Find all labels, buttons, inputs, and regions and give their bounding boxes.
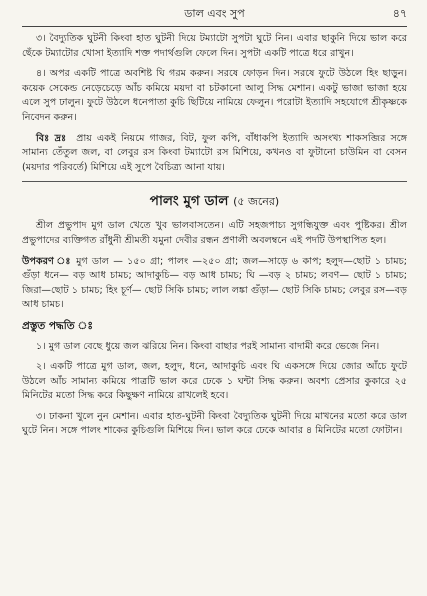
- note-paragraph: [22, 132, 407, 176]
- ingredients-paragraph: [22, 255, 407, 313]
- note-label: বিঃ দ্রঃ: [36, 132, 67, 144]
- ingredients-text: মুগ ডাল — ১৫০ গ্রা; পালং —২৫০ গ্রা; জল—সাড়ে ৬ কাপ; হলুদ—ছোট ১ চামচ; গুঁড়া ধনে— বড় আধ চামচ; আদাকুচি— বড় আধ চামচ; ঘি —বড় ২ চামচ; লবণ— ছোট ১ চামচ; জিরা—ছোট ১ চামচ; হিং চূর্ণ— ছোট সিকি চামচ; লাল লঙ্কা গুঁড়া— ছোট সিকি চামচ; লেবুর রস—বড় আধ চামচ।: [22, 255, 407, 311]
- note-text: প্রায় একই নিয়মে গাজর, বিট, ফুল কপি, বাঁধাকপি ইত্যাদি অসংখ্য শাকসব্জির সঙ্গে সামান্য তেঁতুল জল, বা লেবুর রস কিংবা টম্যাটো রস মিশিয়ে, কখনও বা ফুটানো চাউমিন বা বেসন (ময়দার পরিবর্তে) মিশিয়ে এই সুপে বৈচিত্র্য আনা যায়।: [22, 132, 408, 173]
- section-divider: [22, 181, 407, 182]
- recipe-intro: শ্রীল প্রভুপাদ মুগ ডাল খেতে খুব ভালবাসতেন। এটি সহজপাচ্য সুগন্ধিযুক্ত এবং পুষ্টিকর। শ্রীল প্রভুপাদের ব্যক্তিগত রাঁধুনী শ্রীমতী যমুনা দেবীর রন্ধন প্রণালী অবলম্বনে এই পদটি উপস্থাপিত হল।: [22, 220, 407, 246]
- step-paragraph: ৩। বৈদ্যুতিক ঘুটনী কিংবা হাত ঘুটনী দিয়ে টম্যাটো সুপটা ঘুটে নিন। এবার ছাকুনি দিয়ে ভাল করে ছেঁকে টম্যাটোর খোসা ইত্যাদি শক্ত পদার্থগুলি ফেলে দিন। সুপটা একটি পাত্রে ধরে রাখুন।: [22, 33, 407, 59]
- recipe-serves: (৫ জনের): [233, 195, 280, 209]
- method-step: ৩। ঢাকনা খুলে নুন মেশান। এবার হাত-ঘুটনী কিংবা বৈদ্যুতিক ঘুটনী দিয়ে মাখনের মতো করে ডাল ঘুটে নিন। সঙ্গে পালং শাকের কুচিগুলি মিশিয়ে দিন। ভাল করে ঢেকে আবার ৪ মিনিটের মতো ফোটান।: [22, 410, 407, 437]
- running-header: [22, 4, 407, 27]
- chapter-title: ডাল এবং সুপ: [184, 7, 245, 20]
- page-content: [22, 32, 407, 445]
- ingredients-label: উপকরণ ঃ: [22, 255, 72, 267]
- method-step: ২। একটি পাত্রে মুগ ডাল, জল, হলুদ, ধনে, আদাকুচি এবং ঘি একসঙ্গে দিয়ে জোর আঁচে ফুটে উঠলে আঁচ সামান্য কমিয়ে পাত্রটি ভাল করে ঢেকে ১ ঘন্টা সিদ্ধ করুন। অবশ্য প্রেসার কুকারে ২৫ মিনিটের মতো সিদ্ধ করে কিছুক্ষণ নামিয়ে রাখলেই হবে।: [22, 361, 407, 402]
- step-paragraph: ৪। অপর একটি পাত্রে অবশিষ্ট ঘি গরম করুন। সরষে ফোড়ন দিন। সরষে ফুটে উঠলে হিং ছাড়ুন। কয়েক সেকেন্ড নেড়েচেড়ে আঁচ কমিয়ে ময়দা বা চটকানো আলু সিদ্ধ মেশান। একটু ভাজা ভাজা হয়ে এলে সুপ ঢালুন। ফুটে উঠলে ধনেপাতা কুচি ছিটিয়ে নামিয়ে ফেলুন। পরোটা ইত্যাদি সহযোগে শ্রীকৃষ্ণকে নিবেদন করুন।: [22, 68, 407, 123]
- page-number: ৪৭: [392, 7, 407, 20]
- recipe-name: পালং মুগ ডাল: [149, 193, 229, 210]
- method-step: ১। মুগ ডাল বেছে ধুয়ে জল ঝরিয়ে নিন। কিংবা বাছার পরই সামান্য বাদামী করে ভেজে নিন।: [36, 340, 380, 352]
- recipe-title: [22, 190, 407, 213]
- method-heading: প্রস্তুত পদ্ধতি ঃ: [22, 319, 93, 332]
